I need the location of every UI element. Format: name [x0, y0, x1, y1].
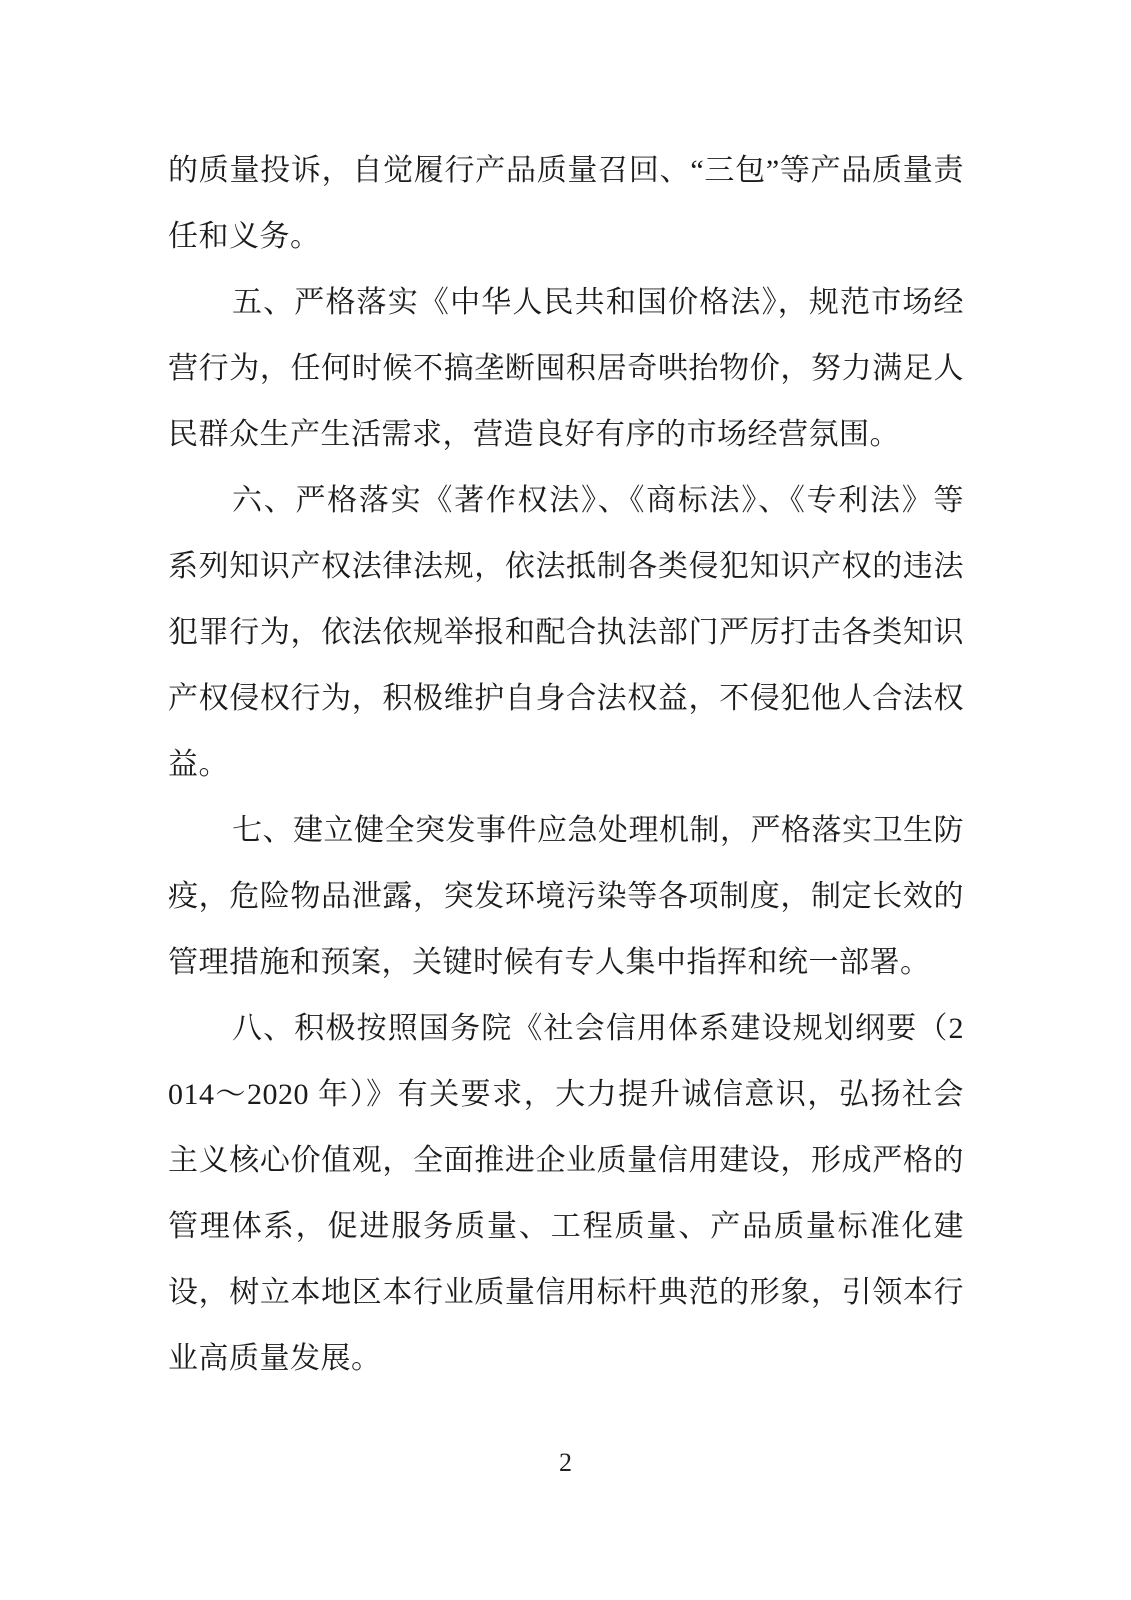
paragraph-item-6: 六、严格落实《著作权法》、《商标法》、《专利法》等系列知识产权法律法规，依法抵制各类侵犯知识产权的违法犯罪行为，依法依规举报和配合执法部门严厉打击各类知识产权侵权行为，积极维护自身合法权益，不侵犯他人合法权益。 — [168, 484, 964, 781]
page-number: 2 — [559, 1448, 572, 1477]
paragraph-item-7: 七、建立健全突发事件应急处理机制，严格落实卫生防疫，危险物品泄露，突发环境污染等各项制度，制定长效的管理措施和预案，关键时候有专人集中指挥和统一部署。 — [168, 814, 964, 979]
paragraph-continuation: 的质量投诉，自觉履行产品质量召回、“三包”等产品质量责任和义务。 — [168, 154, 964, 253]
paragraph-item-8: 八、积极按照国务院《社会信用体系建设规划纲要（2014～2020 年）》有关要求，大力提升诚信意识，弘扬社会主义核心价值观，全面推进企业质量信用建设，形成严格的管理体系，促进服务质量、工程质量、产品质量标准化建设，树立本地区本行业质量信用标杆典范的形象，引领本行业高质量发展。 — [168, 1012, 964, 1375]
document-body — [168, 138, 964, 1392]
paragraph-item-5: 五、严格落实《中华人民共和国价格法》，规范市场经营行为，任何时候不搞垄断囤积居奇哄抬物价，努力满足人民群众生产生活需求，营造良好有序的市场经营氛围。 — [168, 286, 964, 451]
